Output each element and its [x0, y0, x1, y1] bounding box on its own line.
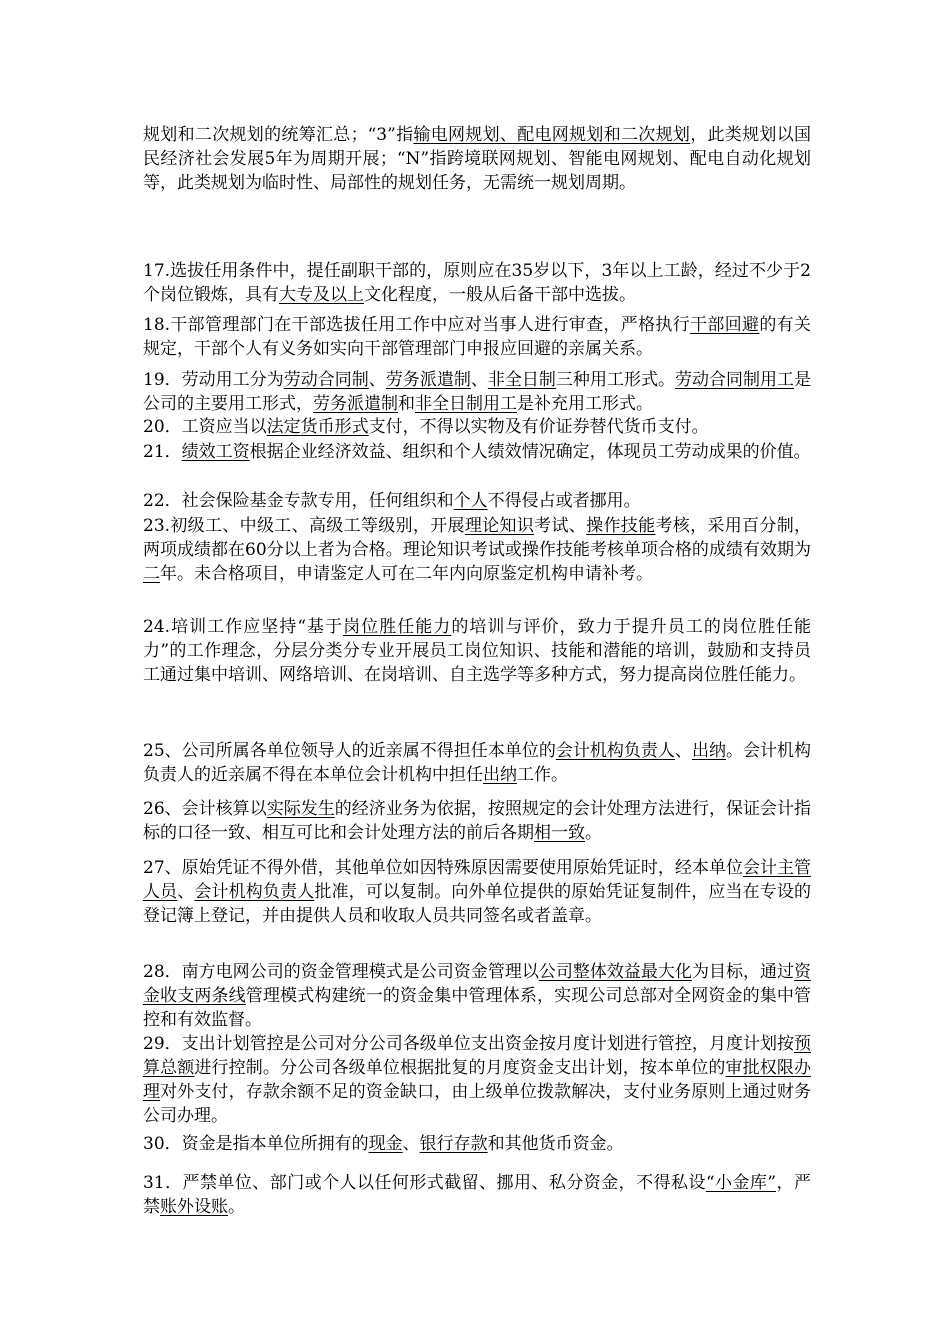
text-segment: 考核，采用百分制，两项成绩都在60分以上者为合格。理论知识考试或操作技能考核单项合格的成绩有效期为	[143, 516, 812, 560]
text-segment: 20．工资应当以	[143, 417, 267, 437]
underlined-answer: 银行存款	[419, 1134, 488, 1154]
underlined-answer: 法定货币形式	[266, 417, 369, 437]
text-segment: 29．支出计划管控是公司对分公司各级单位支出资金按月度计划进行管控，月度计划按	[143, 1034, 794, 1054]
paragraph-19	[143, 368, 811, 416]
paragraph-18	[143, 313, 811, 361]
text-segment: 年。未合格项目，申请鉴定人可在二年内向原鉴定机构申请补考。	[160, 564, 653, 584]
text-segment: 27、原始凭证不得外借，其他单位如因特殊原因需要使用原始凭证时，经本单位	[143, 858, 743, 878]
paragraph-21	[143, 440, 811, 464]
text-segment: 19．劳动用工分为	[143, 370, 284, 390]
underlined-answer: 会计机构负责人	[555, 741, 675, 761]
text-segment: 文化程度，一般从后备干部中选拔。	[364, 285, 636, 305]
text-segment: 25、公司所属各单位领导人的近亲属不得担任本单位的	[143, 741, 556, 761]
paragraph-22	[143, 489, 811, 513]
underlined-answer: 岗位胜任能力	[343, 617, 452, 637]
text-segment: ，严禁	[143, 1173, 811, 1217]
text-segment: 三种用工形式。	[555, 370, 675, 390]
underlined-answer: 会计主管人员	[143, 858, 811, 902]
underlined-answer: 劳动合同制用工	[675, 370, 795, 390]
paragraph-23	[143, 514, 811, 586]
text-segment: 工作。	[517, 765, 568, 785]
paragraph-28	[143, 960, 811, 1032]
underlined-answer: 实际发生	[266, 799, 335, 819]
text-segment: 为目标，通过	[691, 962, 795, 982]
underlined-answer: 资金收支两条线	[143, 962, 812, 1006]
text-segment: 的培训与评价，致力于提升员工的岗位胜任能力”的工作理念，分层分类分专业开展员工岗位知识、技能和潜能的培训，鼓励和支持员工通过集中培训、网络培训、在岗培训、自主选学等多种方式，努力提高岗位胜任能力。	[143, 617, 812, 685]
text-segment: 的经济业务为依据，按照规定的会计处理方法进行，保证会计指标的口径一致、相互可比和会计处理方法的前后各期	[143, 799, 812, 843]
text-segment: 。	[585, 823, 602, 843]
underlined-answer: 劳动合同制	[283, 370, 369, 390]
text-segment: 批准，可以复制。向外单位提供的原始凭证复制件，应当在专设的登记簿上登记，并由提供人员和收取人员共同签名或者盖章。	[143, 882, 812, 926]
underlined-answer: 绩效工资	[181, 442, 250, 462]
underlined-answer: 出纳	[483, 765, 517, 785]
text-segment: 是补充用工形式。	[517, 394, 653, 414]
underlined-answer: 会计机构负责人	[194, 882, 315, 902]
paragraph-17	[143, 259, 811, 307]
text-segment: 。会计机构负责人的近亲属不得在本单位会计机构中担任	[143, 741, 812, 785]
text-segment: 、	[368, 370, 386, 390]
text-segment: 、	[470, 370, 488, 390]
text-segment: 28．南方电网公司的资金管理模式是公司资金管理以	[143, 962, 539, 982]
text-segment: 、	[402, 1134, 420, 1154]
underlined-answer: 出纳	[691, 741, 726, 761]
underlined-answer: 审批权限办理	[143, 1058, 812, 1102]
text-segment: 根据企业经济效益、组织和个人绩效情况确定，体现员工劳动成果的价值。	[249, 442, 811, 462]
text-segment: 规划和二次规划的统筹汇总；“3”指	[143, 125, 414, 145]
underlined-answer: 理论知识	[464, 516, 535, 536]
underlined-answer: 相一致	[534, 823, 585, 843]
text-segment: 考试、	[534, 516, 587, 536]
text-segment: 。	[228, 1197, 245, 1217]
text-segment: 30．资金是指本单位所拥有的	[143, 1134, 369, 1154]
underlined-answer: 输电网规划、配电网规划和二次规划	[413, 125, 691, 145]
text-segment: 26、会计核算以	[143, 799, 267, 819]
underlined-answer: 账外设账	[160, 1197, 228, 1217]
text-segment: 、	[177, 882, 195, 902]
paragraph-31	[143, 1171, 811, 1219]
text-segment: 22．社会保险基金专款专用，任何组织和	[143, 491, 454, 511]
underlined-answer: 公司整体效益最大化	[538, 962, 692, 982]
paragraph-24	[143, 615, 811, 687]
paragraph-25	[143, 739, 811, 787]
underlined-answer: 现金	[368, 1134, 403, 1154]
text-segment: 31．严禁单位、部门或个人以任何形式截留、挪用、私分资金，不得私设	[143, 1173, 706, 1193]
underlined-answer: 劳务派遣制	[313, 394, 398, 414]
text-segment: 是公司的主要用工形式，	[143, 370, 812, 414]
text-segment: 21．	[143, 442, 182, 462]
text-segment: 24.培训工作应坚持“基于	[143, 617, 344, 637]
underlined-answer: 个人	[453, 491, 488, 511]
text-segment: 和	[398, 394, 415, 414]
paragraph-20	[143, 415, 811, 439]
text-segment: 支付，不得以实物及有价证券替代货币支付。	[368, 417, 709, 437]
underlined-answer: 大专及以上	[279, 285, 364, 305]
text-segment: 17.选拔任用条件中，提任副职干部的，原则应在35岁以下，3年以上工龄，经过不少于2个岗位锻炼，具有	[143, 261, 811, 305]
text-segment: 18.干部管理部门在干部选拔任用工作中应对当事人进行审查，严格执行	[143, 315, 691, 335]
underlined-answer: 操作技能	[586, 516, 656, 536]
underlined-answer: 非全日制用工	[415, 394, 517, 414]
paragraph-26	[143, 797, 811, 845]
paragraph-planning-summary	[143, 123, 811, 195]
text-segment: 和其他货币资金。	[487, 1134, 624, 1154]
underlined-answer: 预算总额	[143, 1034, 811, 1078]
text-segment: 对外支付，存款余额不足的资金缺口，由上级单位拨款解决，支付业务原则上通过财务公司办理。	[143, 1082, 812, 1126]
text-segment: 不得侵占或者挪用。	[487, 491, 641, 511]
text-segment: 的有关规定，干部个人有义务如实向干部管理部门申报应回避的亲属关系。	[143, 315, 812, 359]
text-segment: 23.初级工、中级工、高级工等级别，开展	[143, 516, 465, 536]
text-segment: 进行控制。分公司各级单位根据批复的月度资金支出计划，按本单位的	[194, 1058, 726, 1078]
underlined-answer: “小金库”	[705, 1173, 777, 1193]
underlined-answer: 干部回避	[690, 315, 760, 335]
paragraph-27	[143, 856, 811, 928]
underlined-answer: 非全日制	[487, 370, 556, 390]
paragraph-30	[143, 1132, 811, 1156]
text-segment: 管理模式构建统一的资金集中管理体系，实现公司总部对全网资金的集中管控和有效监督。	[143, 986, 812, 1030]
underlined-answer: 劳务派遣制	[385, 370, 471, 390]
text-segment: 、	[674, 741, 692, 761]
text-segment: ，此类规划以国民经济社会发展5年为周期开展；“N”指跨境联网规划、智能电网规划、配电自动化规划等，此类规划为临时性、局部性的规划任务，无需统一规划周期。	[143, 125, 812, 193]
underlined-answer: 二	[143, 564, 160, 584]
paragraph-29	[143, 1032, 811, 1128]
